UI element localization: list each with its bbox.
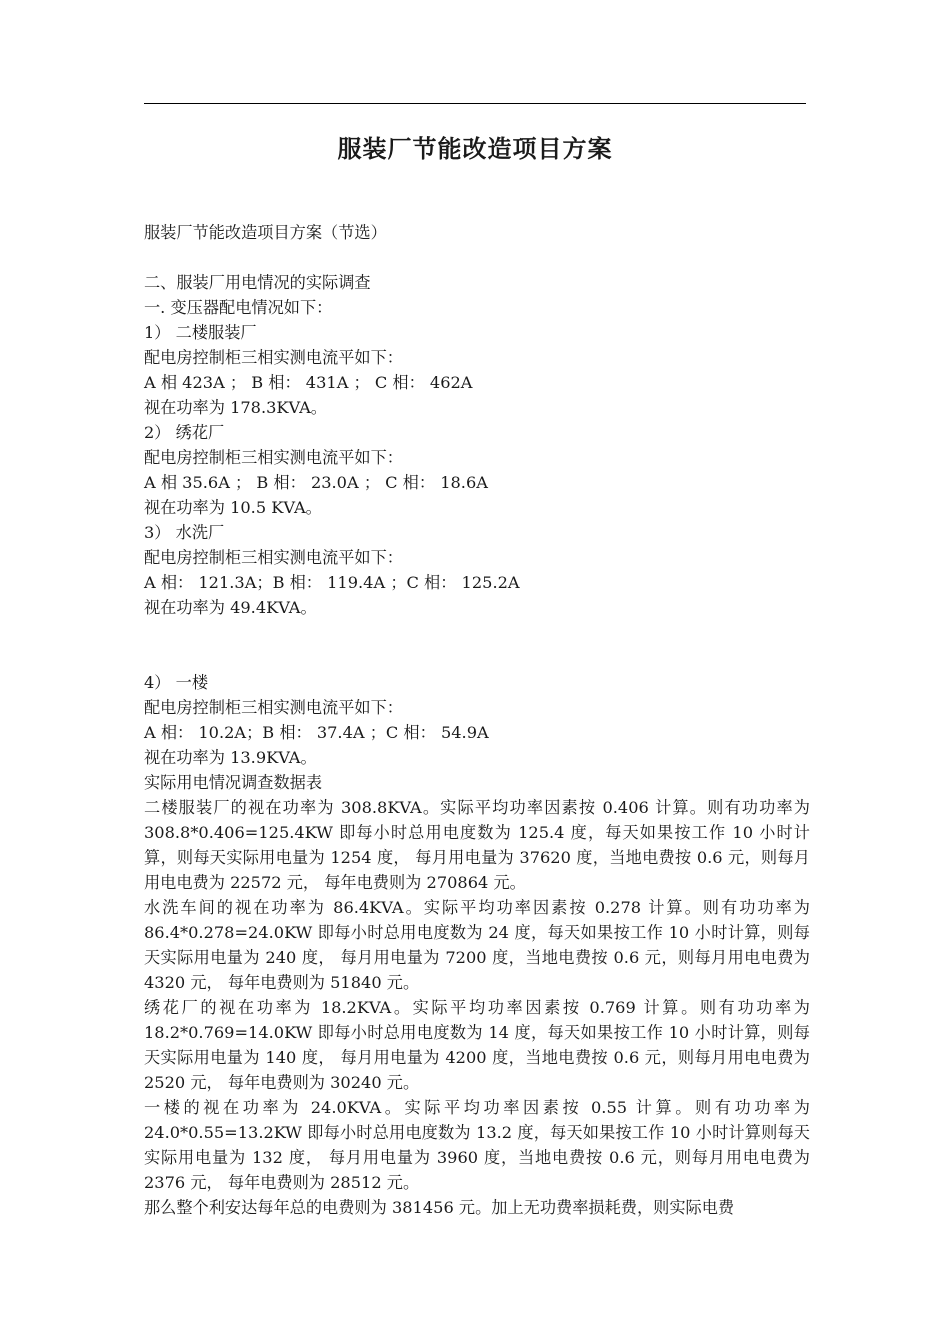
header-rule <box>144 103 806 104</box>
paragraph: 二楼服装厂的视在功率为 308.8KVA。实际平均功率因素按 0.406 计算。则有功功率为 308.8*0.406=125.4KW 即每小时总用电度数为 125.4 度，每天如果按工作 10 小时计算，则每天实际用电量为 1254 度， 每月用电量为 37620 度，当地电费按 0.6 元，则每月用电电费为 22572 元， 每年电费则为 270864 元。 <box>144 798 810 892</box>
paragraph: 那么整个利安达每年总的电费则为 381456 元。加上无功费率损耗费，则实际电费 <box>144 1198 735 1217</box>
site-currents: A 相： 10.2A；B 相： 37.4A ；C 相： 54.9A <box>144 723 489 742</box>
site-intro: 配电房控制柜三相实测电流平如下： <box>144 698 403 717</box>
site-apparent-power: 视在功率为 178.3KVA。 <box>144 398 327 417</box>
document-body <box>144 220 810 1220</box>
site-currents: A 相 423A ； B 相： 431A ； C 相： 462A <box>144 373 473 392</box>
site-apparent-power: 视在功率为 13.9KVA。 <box>144 748 317 767</box>
sub-heading: 一. 变压器配电情况如下： <box>144 298 333 317</box>
document-title: 服装厂节能改造项目方案 <box>337 134 613 163</box>
site-apparent-power: 视在功率为 49.4KVA。 <box>144 598 317 617</box>
site-label: 4） 一楼 <box>144 673 209 692</box>
site-intro: 配电房控制柜三相实测电流平如下： <box>144 448 403 467</box>
section-heading: 二、服装厂用电情况的实际调查 <box>144 273 371 292</box>
subtitle: 服装厂节能改造项目方案（节选） <box>144 223 387 242</box>
table-heading: 实际用电情况调查数据表 <box>144 773 323 792</box>
site-currents: A 相： 121.3A；B 相： 119.4A ；C 相： 125.2A <box>144 573 520 592</box>
site-label: 1） 二楼服装厂 <box>144 323 257 342</box>
site-intro: 配电房控制柜三相实测电流平如下： <box>144 348 403 367</box>
site-apparent-power: 视在功率为 10.5 KVA。 <box>144 498 322 517</box>
paragraph: 绣花厂的视在功率为 18.2KVA。实际平均功率因素按 0.769 计算。则有功功率为 18.2*0.769=14.0KW 即每小时总用电度数为 14 度，每天如果按工作 10 小时计算，则每天实际用电量为 140 度， 每月用电量为 4200 度，当地电费按 0.6 元，则每月用电电费为 2520 元， 每年电费则为 30240 元。 <box>144 998 810 1092</box>
paragraph: 一楼的视在功率为 24.0KVA。实际平均功率因素按 0.55 计算。则有功功率为 24.0*0.55=13.2KW 即每小时总用电度数为 13.2 度，每天如果按工作 10 小时计算则每天实际用电量为 132 度， 每月用电量为 3960 度，当地电费按 0.6 元，则每月用电电费为 2376 元， 每年电费则为 28512 元。 <box>144 1098 810 1192</box>
site-intro: 配电房控制柜三相实测电流平如下： <box>144 548 403 567</box>
site-label: 2） 绣花厂 <box>144 423 225 442</box>
site-label: 3） 水洗厂 <box>144 523 225 542</box>
site-currents: A 相 35.6A ； B 相： 23.0A ； C 相： 18.6A <box>144 473 488 492</box>
paragraph: 水洗车间的视在功率为 86.4KVA。实际平均功率因素按 0.278 计算。则有功功率为 86.4*0.278=24.0KW 即每小时总用电度数为 24 度，每天如果按工作 10 小时计算，则每天实际用电量为 240 度， 每月用电量为 7200 度，当地电费按 0.6 元，则每月用电电费为 4320 元， 每年电费则为 51840 元。 <box>144 898 810 992</box>
